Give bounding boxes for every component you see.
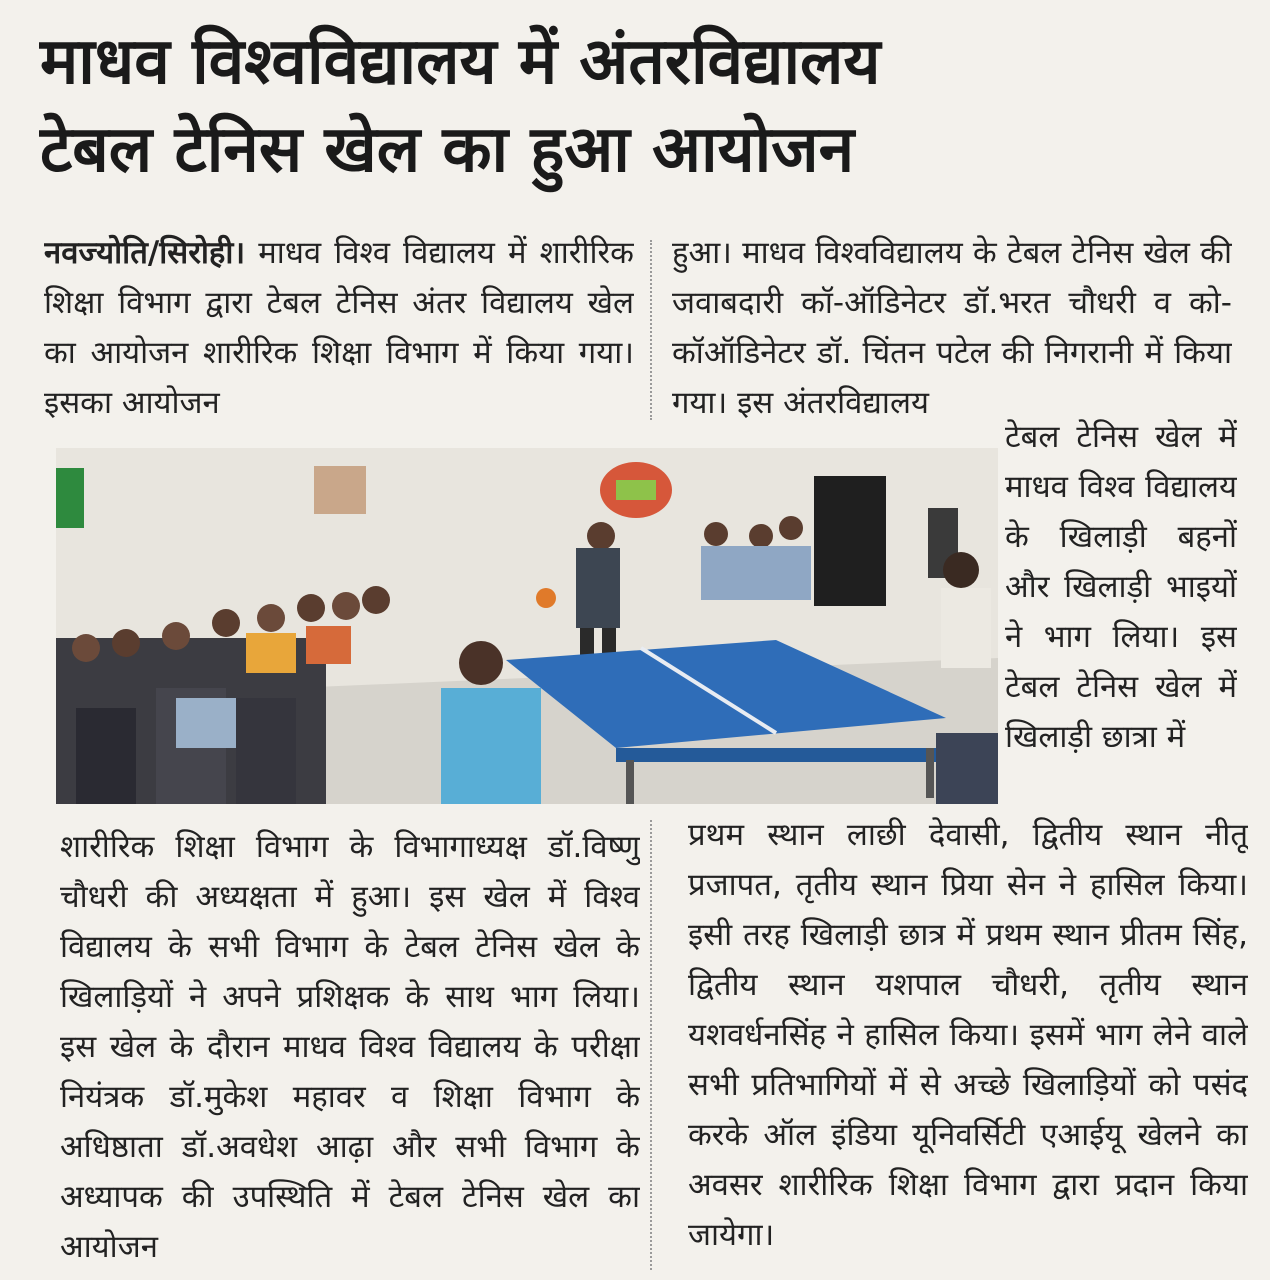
article-text-3: टेबल टेनिस खेल में माधव विश्व विद्यालय के खिलाड़ी बहनों और खिलाड़ी भाइयों ने भाग लिया। इस टेबल टेनिस खेल में खिलाड़ी छात्रा में [1005,419,1237,755]
article-column-2-top [672,228,1232,428]
article-column-2-side [1005,412,1237,784]
spectators-right [701,516,811,600]
headline-line-2: टेबल टेनिस खेल का हुआ आयोजन [40,113,855,187]
table-tennis-photo [56,448,998,804]
article-column-2-bottom [688,810,1248,1260]
photo-illustration [56,448,998,804]
headline-line-1: माधव विश्वविद्यालय में अंतरविद्यालय [40,25,881,99]
article-column-1-bottom [60,822,640,1272]
article-text-2: हुआ। माधव विश्वविद्यालय के टेबल टेनिस खेल की जवाबदारी कॉ-ऑडिनेटर डॉ.भरत चौधरी व को-कॉऑडिनेटर डॉ. चिंतन पटेल की निगरानी में किया गया। इस अंतरविद्यालय [672,235,1232,421]
dateline: नवज्योति/सिरोही। [44,235,246,271]
paddle [536,588,556,608]
doorway [814,476,886,606]
article-text-5: प्रथम स्थान लाछी देवासी, द्वितीय स्थान नीतू प्रजापत, तृतीय स्थान प्रिया सेन ने हासिल किया। इसी तरह खिलाड़ी छात्र में प्रथम स्थान प्रीतम सिंह, द्वितीय स्थान यशपाल चौधरी, तृतीय स्थान यशवर्धनसिंह ने हासिल किया। इसमें भाग लेने वाले सभी प्रतिभागियों में से अच्छे खिलाड़ियों को पसंद करके ऑल इंडिया यूनिवर्सिटी एआईयू खेलने का अवसर शारीरिक शिक्षा विभाग द्वारा प्रदान किया जायेगा। [688,817,1248,1253]
column-divider-top [650,240,652,420]
article-text-4: शारीरिक शिक्षा विभाग के विभागाध्यक्ष डॉ.विष्णु चौधरी की अध्यक्षता में हुआ। इस खेल में विश्व विद्यालय के सभी विभाग के टेबल टेनिस खेल के खिलाड़ियों ने अपने प्रशिक्षक के साथ भाग लिया। इस खेल के दौरान माधव विश्व विद्यालय के परीक्षा नियंत्रक डॉ.मुकेश महावर व शिक्षा विभाग के अधिष्ठाता डॉ.अवधेश आढ़ा और सभी विभाग के अध्यापक की उपस्थिति में टेबल टेनिस खेल का आयोजन [60,829,640,1265]
column-divider-bottom [650,820,652,1270]
wall-green-board [56,468,84,528]
article-column-1-top [44,228,634,428]
article-text-1: माधव विश्व विद्यालय में शारीरिक शिक्षा विभाग द्वारा टेबल टेनिस अंतर विद्यालय खेल का आयोजन शारीरिक शिक्षा विभाग में किया गया। इसका आयोजन [44,235,634,421]
wall-poster [314,466,366,514]
